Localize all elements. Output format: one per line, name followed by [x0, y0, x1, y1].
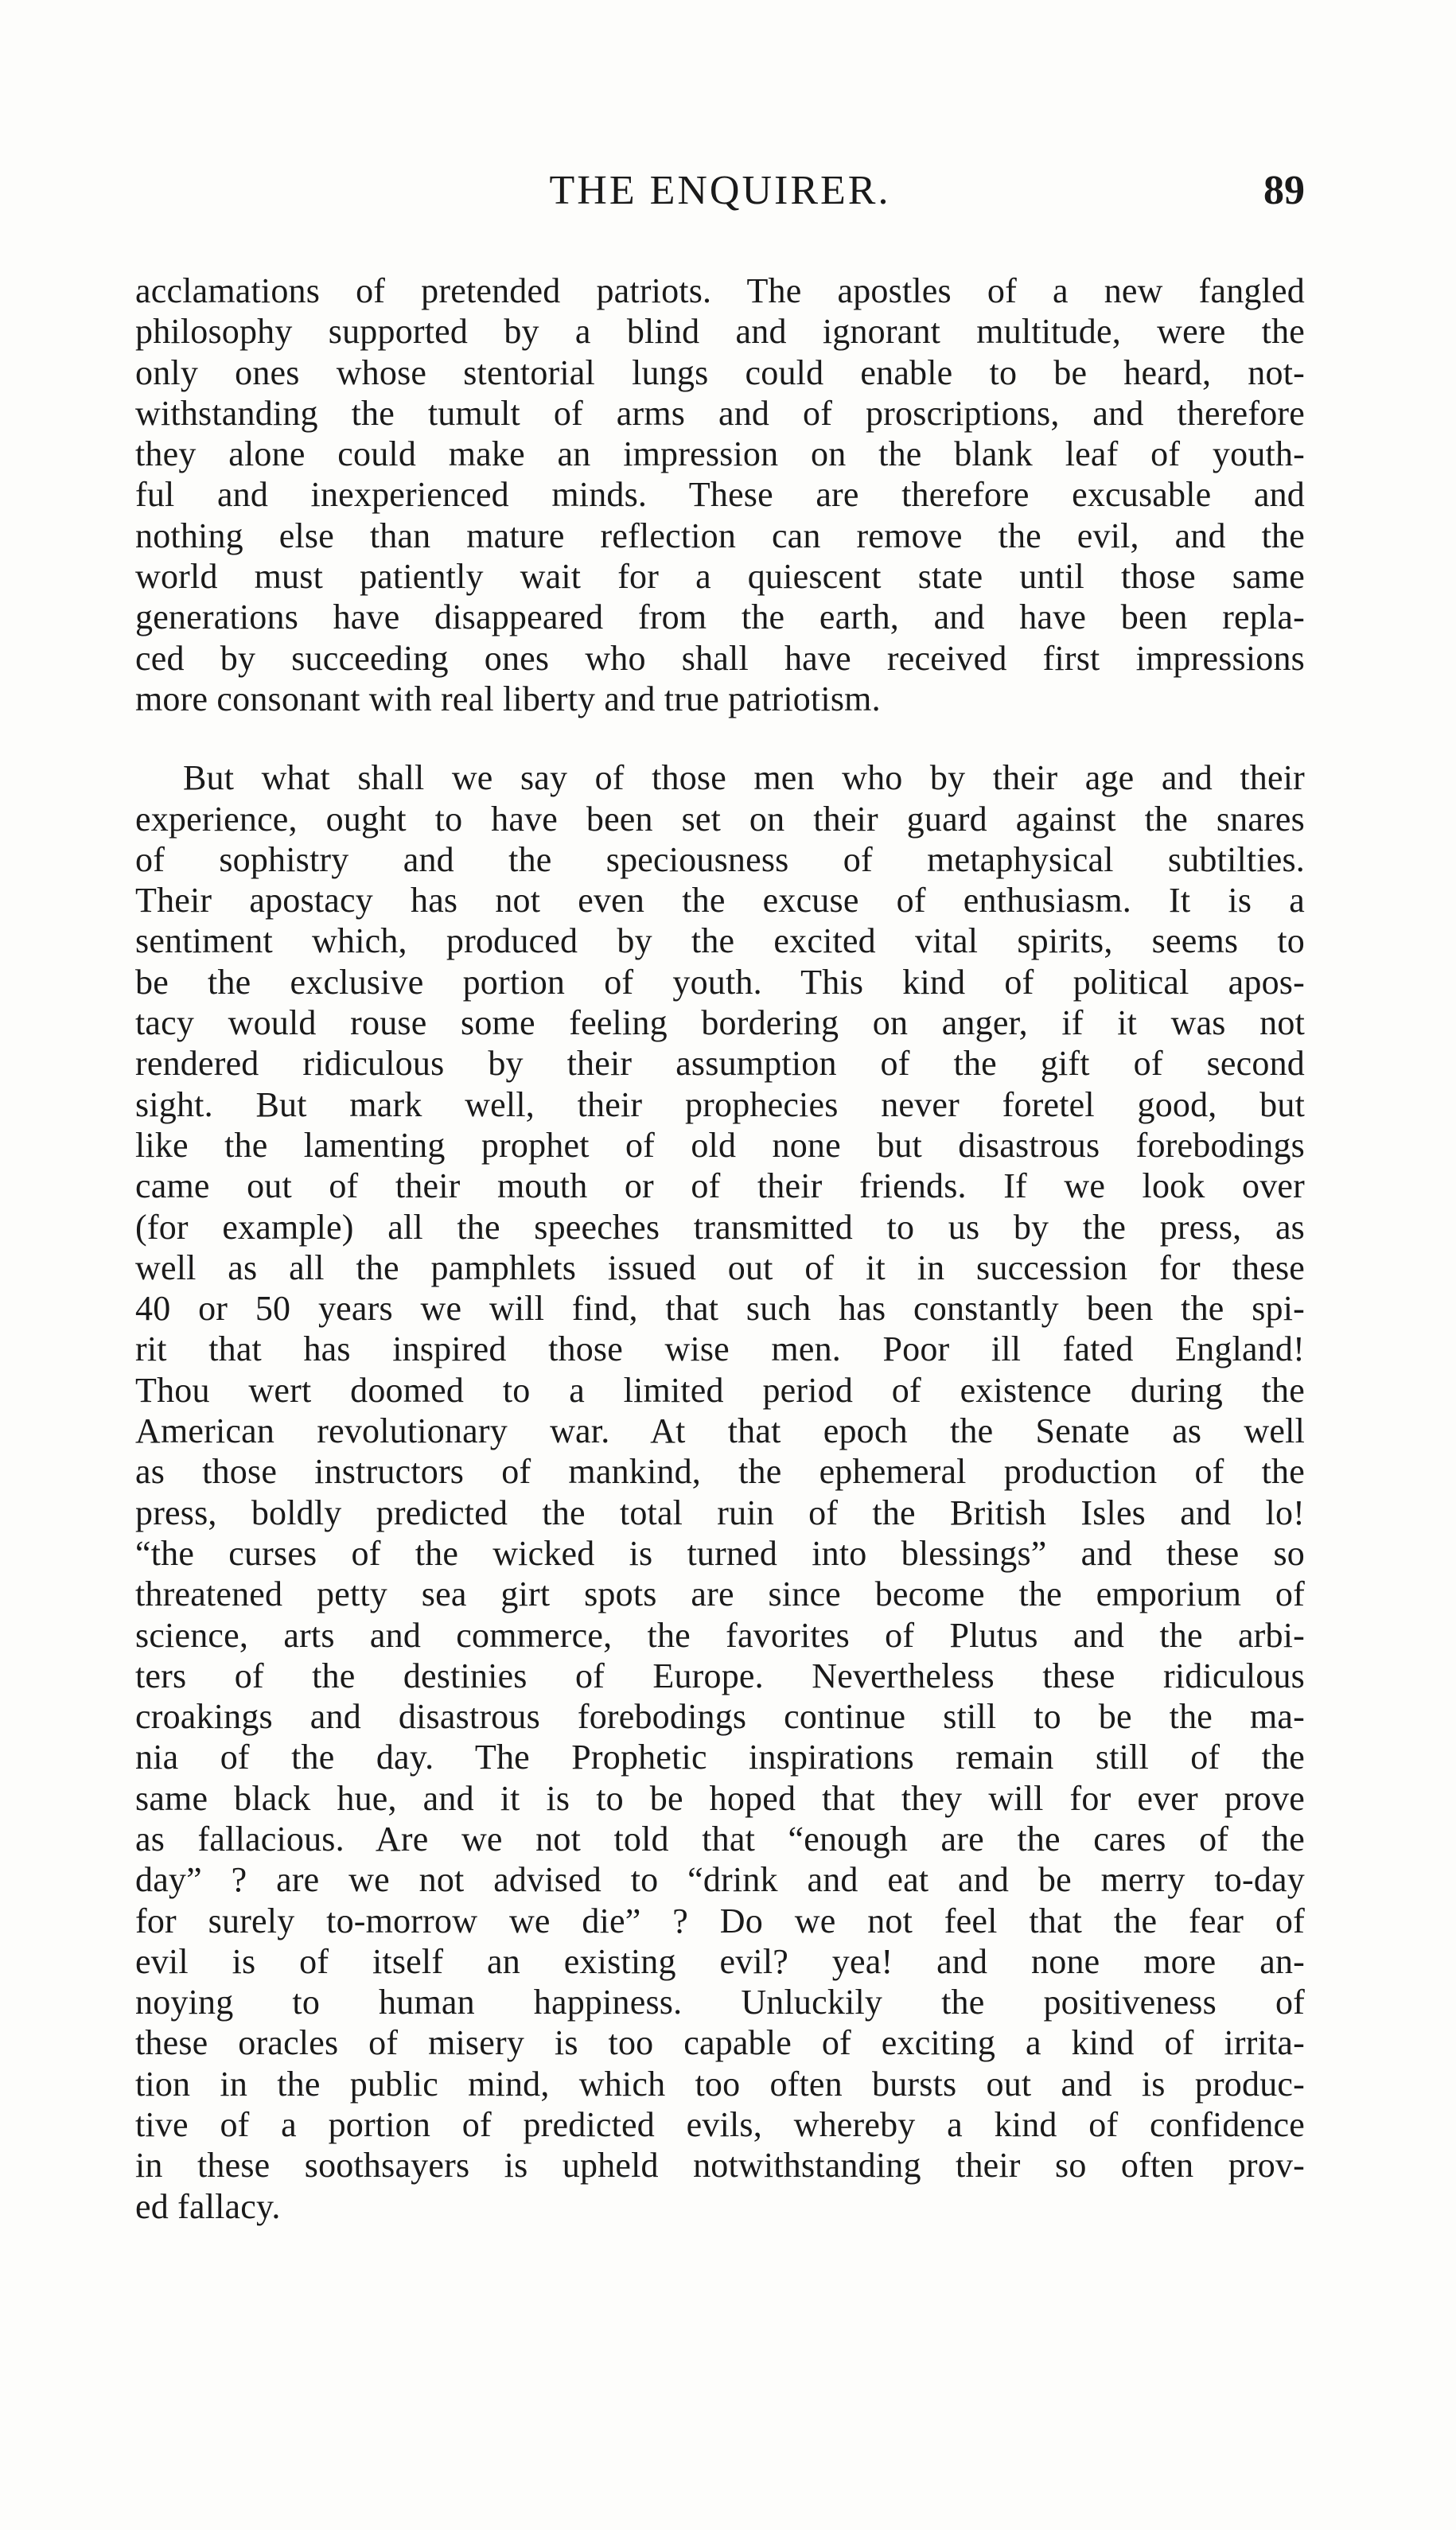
text-line: Their apostacy has not even the excuse of enthusiasm. It is a — [135, 881, 1305, 921]
text-line: nia of the day. The Prophetic inspirations remain still of the — [135, 1738, 1305, 1777]
text-line: science, arts and commerce, the favorites of Plutus and the arbi- — [135, 1615, 1305, 1655]
text-line: as those instructors of mankind, the ephemeral production of the — [135, 1452, 1305, 1492]
text-line: for surely to-morrow we die” ? Do we not feel that the fear of — [135, 1901, 1305, 1940]
text-line: ters of the destinies of Europe. Nevertheless these ridiculous — [135, 1656, 1305, 1695]
running-head — [135, 163, 1305, 219]
text-line: philosophy supported by a blind and ignorant multitude, were the — [135, 312, 1305, 352]
text-line: be the exclusive portion of youth. This kind of political apos- — [135, 962, 1305, 1002]
page-number: 89 — [1263, 168, 1305, 213]
text-line: well as all the pamphlets issued out of it in succession for these — [135, 1247, 1305, 1287]
text-line: of sophistry and the speciousness of metaphysical subtilties. — [135, 839, 1305, 879]
text-line: experience, ought to have been set on their guard against the snares — [135, 799, 1305, 839]
text-line: like the lamenting prophet of old none but disastrous forebodings — [135, 1125, 1305, 1165]
running-title: THE ENQUIRER. — [549, 168, 891, 213]
text-line: noying to human happiness. Unluckily the positiveness of — [135, 1983, 1305, 2022]
text-line: sight. But mark well, their prophecies never foretel good, but — [135, 1084, 1305, 1124]
text-line: tion in the public mind, which too often bursts out and is produc- — [135, 2064, 1305, 2104]
text-line: in these soothsayers is upheld notwithstanding their so often prov- — [135, 2146, 1305, 2186]
text-line: ful and inexperienced minds. These are therefore excusable and — [135, 475, 1305, 515]
text-line: same black hue, and it is to be hoped that they will for ever prove — [135, 1778, 1305, 1818]
text-line: generations have disappeared from the earth, and have been repla- — [135, 597, 1305, 637]
text-line: American revolutionary war. At that epoch the Senate as well — [135, 1411, 1305, 1451]
text-line: they alone could make an impression on the blank leaf of youth- — [135, 434, 1305, 474]
text-line: came out of their mouth or of their friends. If we look over — [135, 1166, 1305, 1206]
text-line: withstanding the tumult of arms and of proscriptions, and therefore — [135, 393, 1305, 433]
paragraph-gap — [135, 719, 1305, 757]
text-line: Thou wert doomed to a limited period of existence during the — [135, 1370, 1305, 1410]
text-line: evil is of itself an existing evil? yea! and none more an- — [135, 1941, 1305, 1981]
text-line: more consonant with real liberty and true patriotism. — [135, 679, 881, 718]
text-line: (for example) all the speeches transmitted to us by the press, as — [135, 1207, 1305, 1247]
text-line: rit that has inspired those wise men. Poor ill fated England! — [135, 1329, 1305, 1369]
text-line: tive of a portion of predicted evils, whereby a kind of confidence — [135, 2105, 1305, 2145]
paragraph — [135, 757, 1305, 2227]
text-line: ed fallacy. — [135, 2186, 281, 2226]
text-line: these oracles of misery is too capable of exciting a kind of irrita- — [135, 2023, 1305, 2063]
text-line: ced by succeeding ones who shall have received first impressions — [135, 638, 1305, 678]
text-line: only ones whose stentorial lungs could enable to be heard, not- — [135, 352, 1305, 392]
text-line: tacy would rouse some feeling bordering on anger, if it was not — [135, 1003, 1305, 1043]
text-line: sentiment which, produced by the excited vital spirits, seems to — [135, 921, 1305, 961]
text-line: nothing else than mature reflection can remove the evil, and the — [135, 516, 1305, 555]
text-line: But what shall we say of those men who by their age and their — [183, 758, 1305, 798]
text-line: as fallacious. Are we not told that “enough are the cares of the — [135, 1819, 1305, 1859]
paragraph — [135, 271, 1305, 719]
text-line: press, boldly predicted the total ruin of the British Isles and lo! — [135, 1493, 1305, 1532]
text-line: “the curses of the wicked is turned into blessings” and these so — [135, 1533, 1305, 1573]
text-line: day” ? are we not advised to “drink and eat and be merry to-day — [135, 1860, 1305, 1900]
text-line: threatened petty sea girt spots are since become the emporium of — [135, 1574, 1305, 1614]
text-line: world must patiently wait for a quiescent state until those same — [135, 557, 1305, 597]
text-line: rendered ridiculous by their assumption of the gift of second — [135, 1044, 1305, 1084]
body-text — [135, 271, 1305, 2227]
text-line: croakings and disastrous forebodings continue still to be the ma- — [135, 1697, 1305, 1737]
text-line: 40 or 50 years we will find, that such has constantly been the spi- — [135, 1289, 1305, 1329]
text-line: acclamations of pretended patriots. The apostles of a new fangled — [135, 271, 1305, 310]
